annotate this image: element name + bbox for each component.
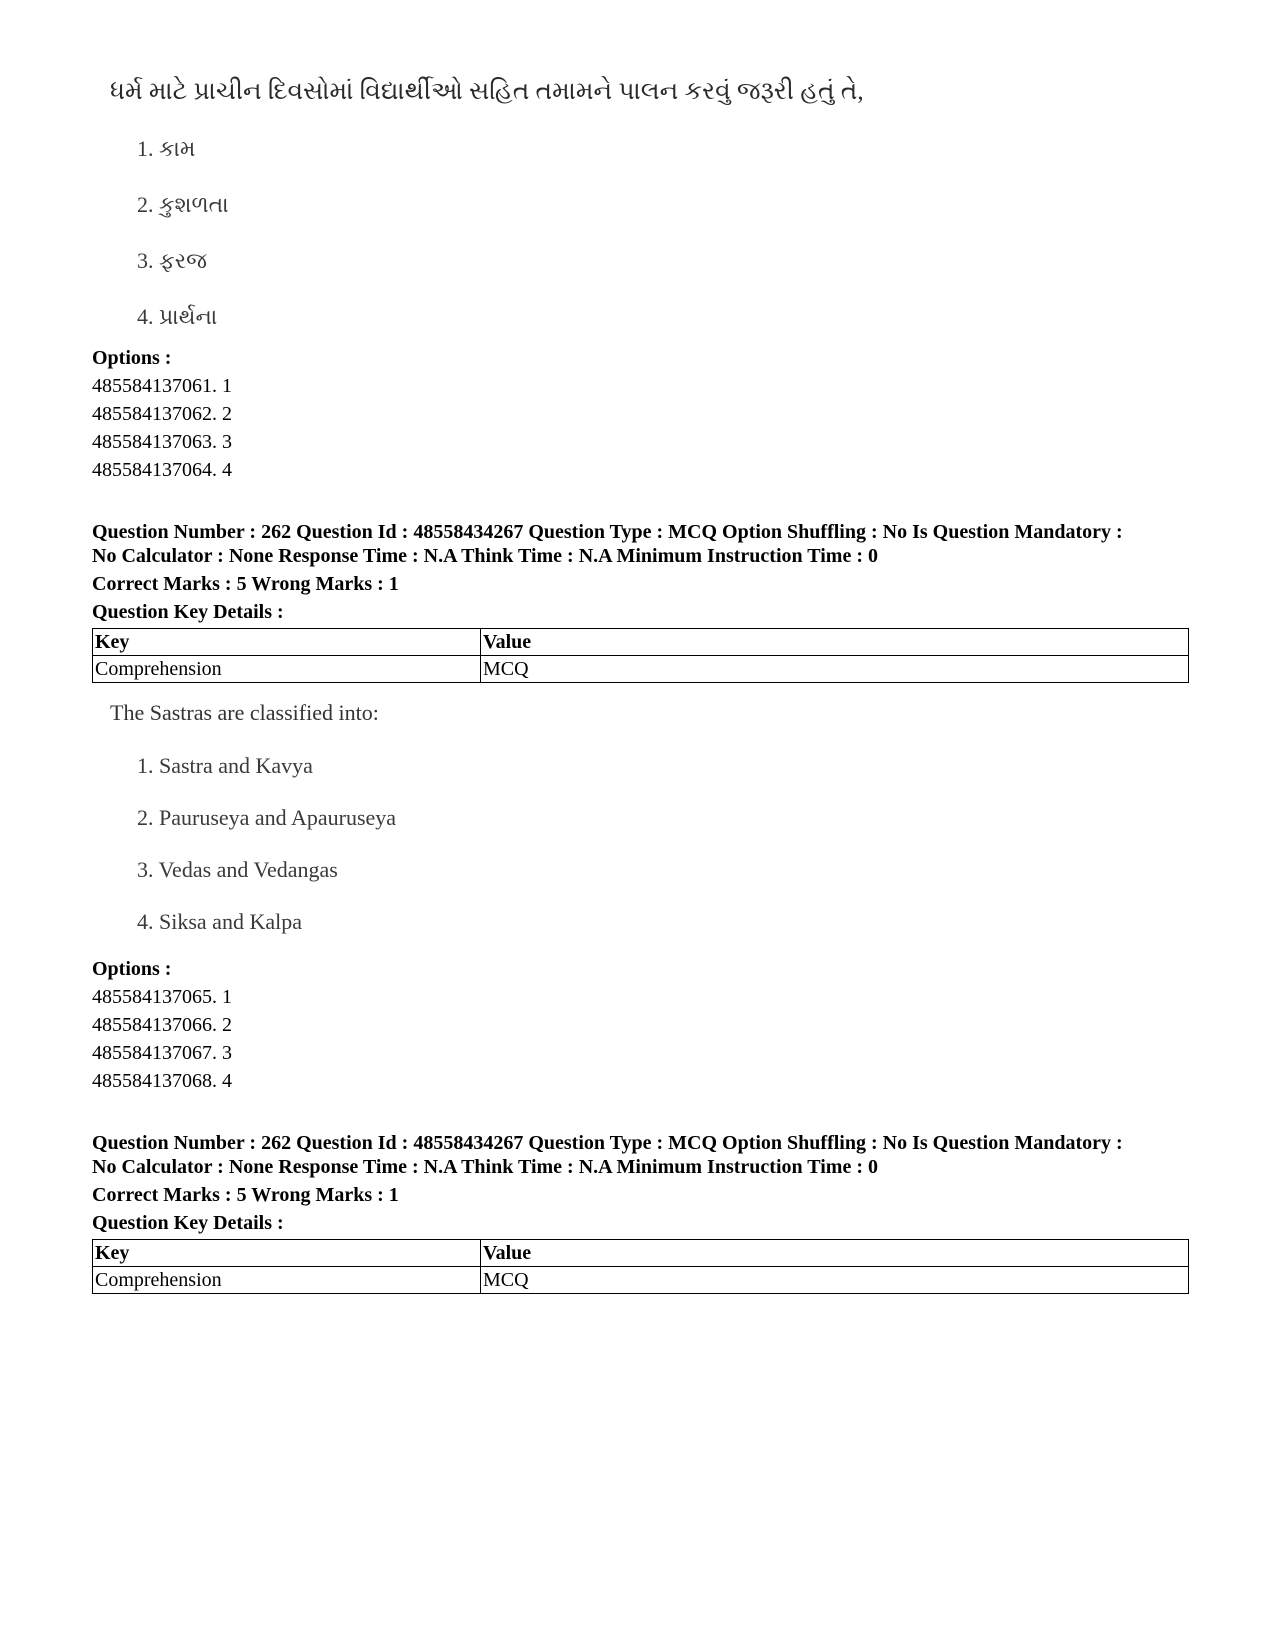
table-header-value: Value xyxy=(481,1240,1189,1267)
choice-3: 3. ફરજ xyxy=(137,248,207,273)
question-meta-line1: Question Number : 262 Question Id : 48558434267 Question Type : MCQ Option Shuffling : No Is Question Mandatory : xyxy=(92,521,1123,543)
question-meta-line2: No Calculator : None Response Time : N.A Think Time : N.A Minimum Instruction Time : 0 xyxy=(92,1156,878,1178)
choice-4: 4. પ્રાર્થના xyxy=(137,304,218,329)
choice-3: 3. Vedas and Vedangas xyxy=(137,857,338,882)
option-id: 485584137066. 2 xyxy=(92,1014,232,1036)
option-id: 485584137061. 1 xyxy=(92,375,232,397)
key-details-table xyxy=(92,1239,1189,1294)
options-label: Options : xyxy=(92,347,172,369)
question-meta-line1: Question Number : 262 Question Id : 48558434267 Question Type : MCQ Option Shuffling : No Is Question Mandatory : xyxy=(92,1132,1123,1154)
option-id: 485584137064. 4 xyxy=(92,459,232,481)
option-id: 485584137065. 1 xyxy=(92,986,232,1008)
choice-4: 4. Siksa and Kalpa xyxy=(137,909,302,934)
choice-2: 2. Pauruseya and Apauruseya xyxy=(137,805,397,830)
marks-line: Correct Marks : 5 Wrong Marks : 1 xyxy=(92,573,399,595)
key-details-table xyxy=(92,628,1189,683)
question-meta-line2: No Calculator : None Response Time : N.A Think Time : N.A Minimum Instruction Time : 0 xyxy=(92,545,878,567)
table-header-key: Key xyxy=(93,1240,481,1267)
question-text-gujarati: ધર્મ માટે પ્રાચીન દિવસોમાં વિદ્યાર્થીઓ સહિત તમામને પાલન કરવું જરૂરી હતું તે, xyxy=(110,78,864,105)
marks-line: Correct Marks : 5 Wrong Marks : 1 xyxy=(92,1184,399,1206)
key-details-label: Question Key Details : xyxy=(92,601,284,623)
option-id: 485584137062. 2 xyxy=(92,403,232,425)
choice-1: 1. કામ xyxy=(137,136,196,161)
table-header-key: Key xyxy=(93,629,481,656)
choice-1: 1. Sastra and Kavya xyxy=(137,753,313,778)
choice-2: 2. કુશળતા xyxy=(137,192,229,217)
table-cell-value: MCQ xyxy=(481,1267,1189,1294)
table-header-value: Value xyxy=(481,629,1189,656)
table-cell-key: Comprehension xyxy=(93,1267,481,1294)
option-id: 485584137067. 3 xyxy=(92,1042,232,1064)
options-label: Options : xyxy=(92,958,172,980)
option-id: 485584137063. 3 xyxy=(92,431,232,453)
table-cell-value: MCQ xyxy=(481,656,1189,683)
option-id: 485584137068. 4 xyxy=(92,1070,232,1092)
question-text-english: The Sastras are classified into: xyxy=(110,700,379,725)
key-details-label: Question Key Details : xyxy=(92,1212,284,1234)
table-cell-key: Comprehension xyxy=(93,656,481,683)
